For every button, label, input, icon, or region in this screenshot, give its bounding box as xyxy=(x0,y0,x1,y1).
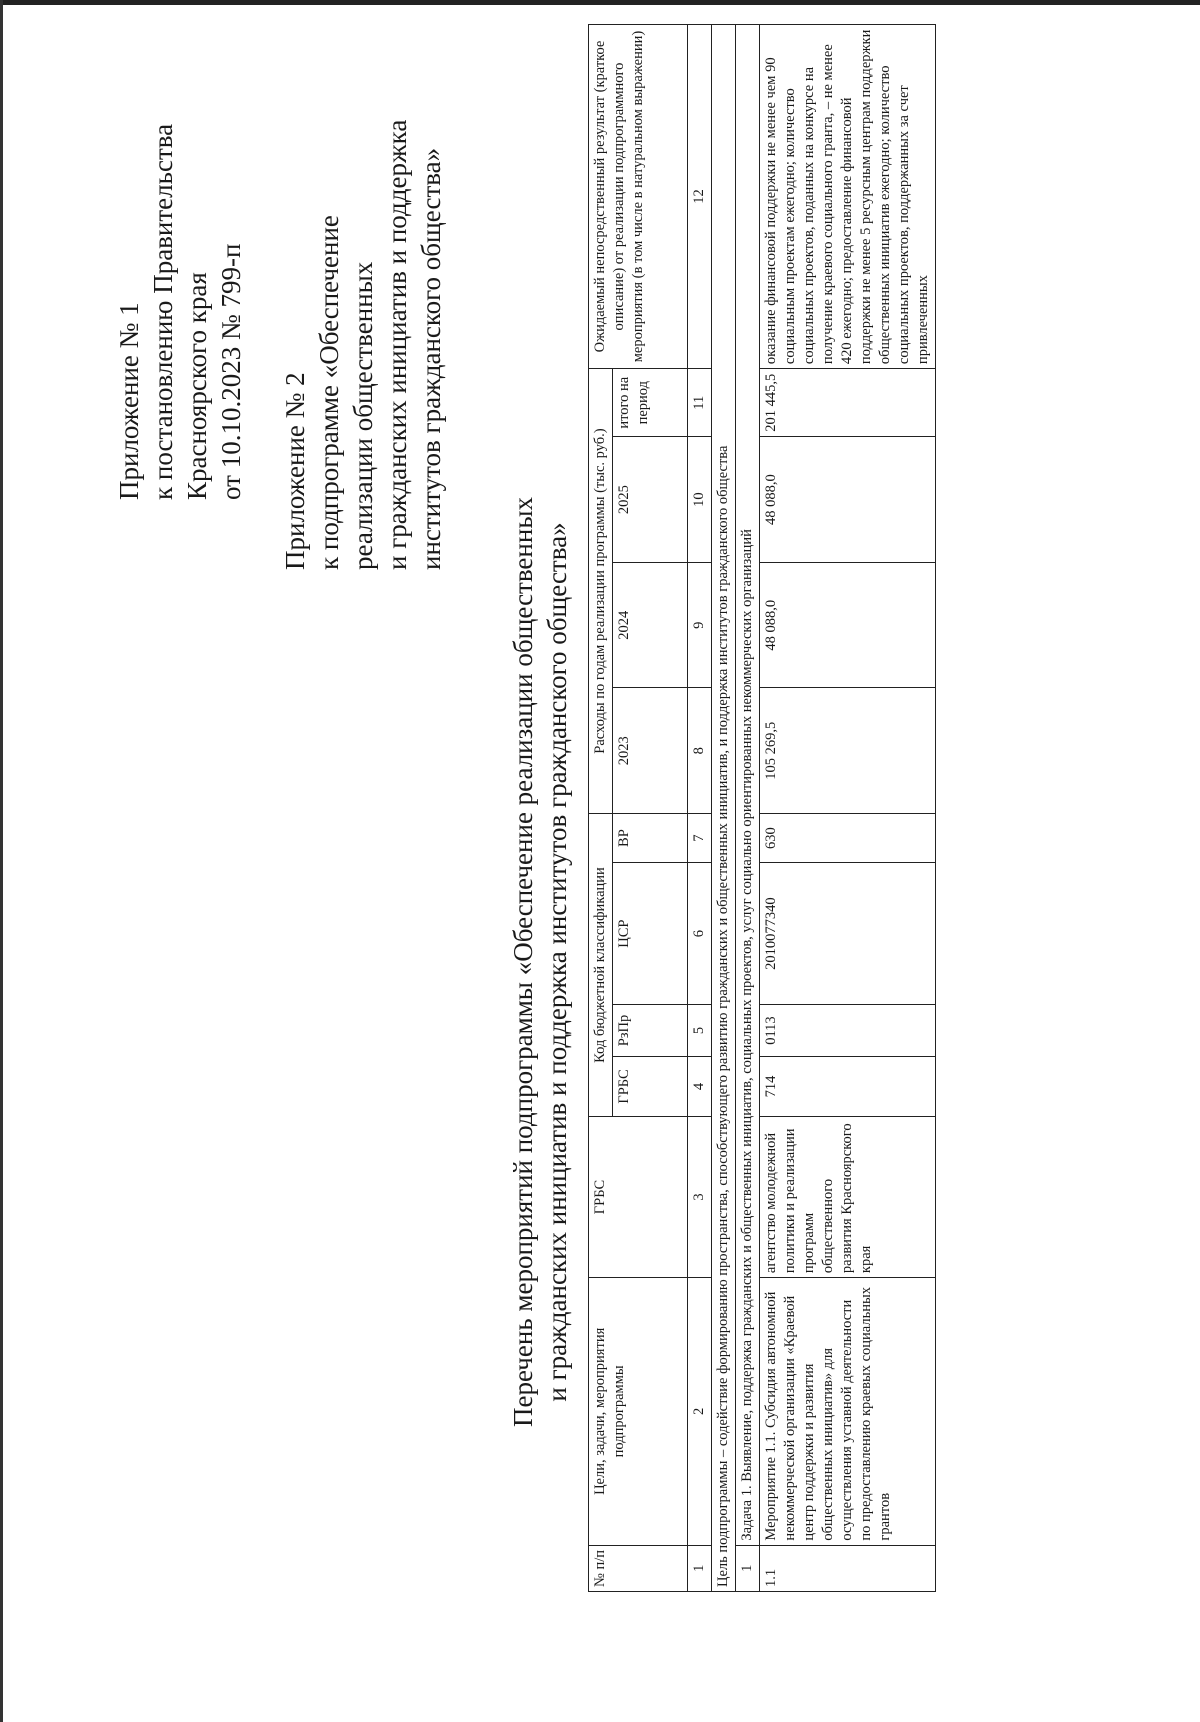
expense-2025: 48 088,0 xyxy=(760,437,936,563)
column-number: 1 xyxy=(688,1545,712,1591)
header-goals: Цели, задачи, мероприятия подпрограммы xyxy=(589,1278,688,1546)
appendix-2-line: и гражданских инициатив и поддержка xyxy=(382,119,412,570)
document-title xyxy=(506,362,574,1562)
table-row xyxy=(760,25,936,1592)
column-number: 8 xyxy=(688,688,712,814)
code-rzpr: 0113 xyxy=(760,1005,936,1057)
column-number: 7 xyxy=(688,814,712,863)
header-row-1 xyxy=(589,25,613,1592)
header-code-rzpr: РзПр xyxy=(613,1005,688,1057)
column-number: 10 xyxy=(688,437,712,563)
goal-row xyxy=(712,25,736,1592)
appendix-2-block xyxy=(278,120,448,570)
expected-result: оказание финансовой поддержки не менее чем 90 социальным проектам ежегодно; количество социальных проектов, поданных на конкурсе на получение краевого социального гранта, – не менее 420 ежегодно; предоставление финансовой поддержки не менее 5 ресурсным центрам поддержки общественных инициатив ежегодно; количество социальных проектов, поддержанных за счет привлеченных xyxy=(760,25,936,369)
column-number: 9 xyxy=(688,562,712,688)
column-number: 12 xyxy=(688,25,712,369)
column-number: 5 xyxy=(688,1005,712,1057)
grbs-name: агентство молодежной политики и реализации программ общественного развития Красноярского края xyxy=(760,1117,936,1278)
appendix-2-line: Приложение № 2 xyxy=(280,372,310,570)
code-grbs: 714 xyxy=(760,1056,936,1116)
appendix-1-line: Красноярского края xyxy=(182,272,212,500)
header-budget-code: Код бюджетной классификации xyxy=(589,814,613,1117)
expense-2023: 105 269,5 xyxy=(760,688,936,814)
header-year-2024: 2024 xyxy=(613,562,688,688)
code-csr: 2010077340 xyxy=(760,863,936,1005)
header-grbs: ГРБС xyxy=(589,1117,688,1278)
column-number: 4 xyxy=(688,1056,712,1116)
column-numbers-row xyxy=(688,25,712,1592)
header-expenses: Расходы по годам реализации программы (тыс. руб.) xyxy=(589,369,613,814)
header-code-grbs: ГРБС xyxy=(613,1056,688,1116)
header-code-csr: ЦСР xyxy=(613,863,688,1005)
appendix-1-line: от 10.10.2023 № 799-п xyxy=(216,243,246,500)
title-line-2: и гражданских инициатив и поддержка институтов гражданского общества» xyxy=(542,522,572,1402)
appendix-1-line: Приложение № 1 xyxy=(114,302,144,500)
column-number: 6 xyxy=(688,863,712,1005)
appendix-2-line: институтов гражданского общества» xyxy=(416,147,446,570)
appendix-2-line: к подпрограмме «Обеспечение xyxy=(314,215,344,570)
task-row xyxy=(736,25,760,1592)
expense-2024: 48 088,0 xyxy=(760,562,936,688)
task-num: 1 xyxy=(736,1545,760,1591)
measure-name: Мероприятие 1.1. Субсидия автономной некоммерческой организации «Краевой центр поддержки и развития общественных инициатив» для осуществления уставной деятельности по предоставлению краевых социальных грантов xyxy=(760,1278,936,1546)
appendix-2-line: реализации общественных xyxy=(348,261,378,570)
appendix-1-block xyxy=(112,124,248,500)
goal-text: Цель подпрограммы – содействие формированию пространства, способствующего развитию гражданских и общественных инициатив, и поддержка институтов гражданского общества xyxy=(712,25,736,1592)
column-number: 2 xyxy=(688,1278,712,1546)
header-code-vr: ВР xyxy=(613,814,688,863)
header-year-2025: 2025 xyxy=(613,437,688,563)
header-year-2023: 2023 xyxy=(613,688,688,814)
title-line-1: Перечень мероприятий подпрограммы «Обеспечение реализации общественных xyxy=(508,497,538,1427)
header-num: № п/п xyxy=(589,1545,688,1591)
appendix-1-line: к постановлению Правительства xyxy=(148,123,178,500)
column-number: 3 xyxy=(688,1117,712,1278)
row-num: 1.1 xyxy=(760,1545,936,1591)
measures-table xyxy=(588,24,936,1592)
column-number: 11 xyxy=(688,369,712,437)
header-result: Ожидаемый непосредственный результат (краткое описание) от реализации подпрограммного мероприятия (в том числе в натуральном выражении) xyxy=(589,25,688,369)
task-text: Задача 1. Выявление, поддержка гражданских и общественных инициатив, социальных проектов, услуг социально ориентированных некоммерческих организаций xyxy=(736,25,760,1546)
code-vr: 630 xyxy=(760,814,936,863)
header-total: итого на период xyxy=(613,369,688,437)
expense-total: 201 445,5 xyxy=(760,369,936,437)
